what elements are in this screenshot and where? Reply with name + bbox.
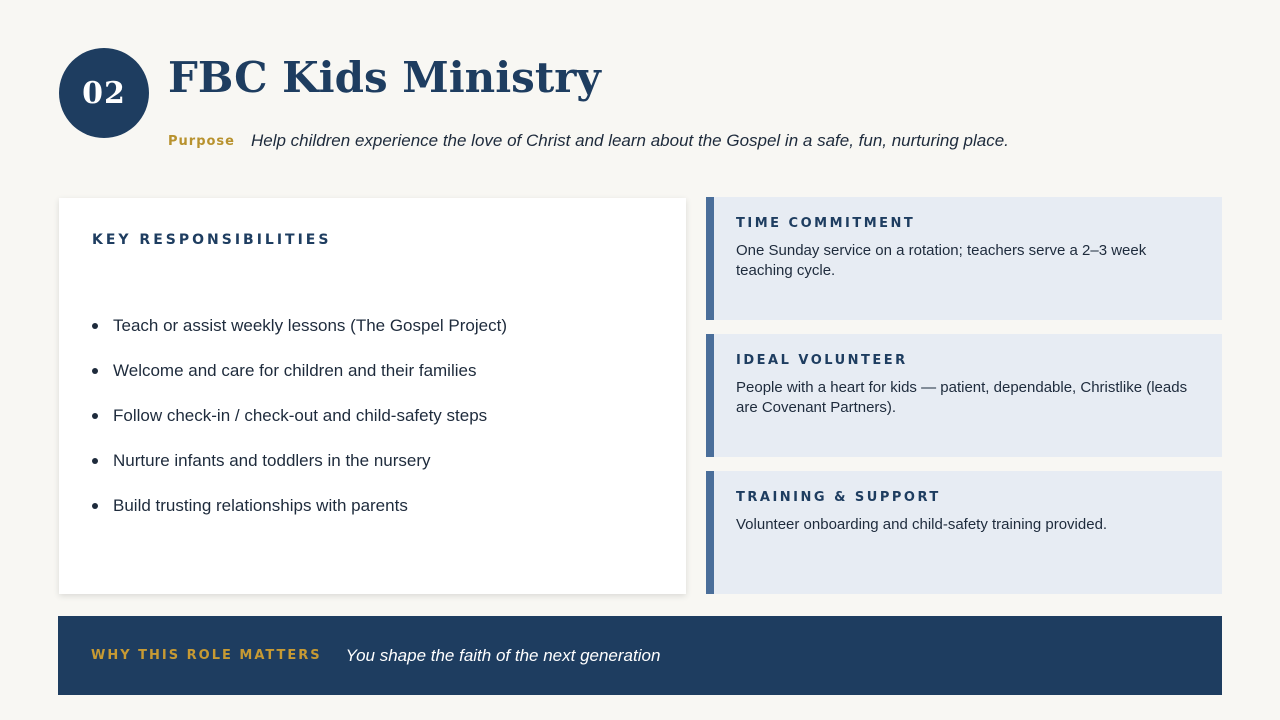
page-title: FBC Kids Ministry	[168, 53, 601, 102]
banner-text: You shape the faith of the next generation	[345, 645, 661, 665]
info-panel-title: TRAINING & SUPPORT	[736, 490, 941, 505]
list-item	[92, 356, 507, 386]
section-number-badge	[59, 48, 149, 138]
section-number: 02	[82, 75, 126, 111]
time-commitment-panel	[706, 197, 1222, 320]
list-item	[92, 446, 507, 476]
bullet-icon	[92, 323, 98, 329]
info-panel-title: IDEAL VOLUNTEER	[736, 353, 908, 368]
list-item-text: Teach or assist weekly lessons (The Gospel Project)	[113, 316, 507, 335]
responsibilities-card	[59, 198, 686, 594]
responsibilities-list	[92, 311, 507, 536]
bullet-icon	[92, 503, 98, 509]
training-support-panel	[706, 471, 1222, 594]
list-item-text: Build trusting relationships with parents	[113, 496, 408, 515]
responsibilities-heading: KEY RESPONSIBILITIES	[92, 232, 332, 248]
purpose-row	[168, 128, 1009, 154]
bullet-icon	[92, 368, 98, 374]
banner-label: WHY THIS ROLE MATTERS	[91, 648, 322, 663]
list-item-text: Welcome and care for children and their families	[113, 361, 477, 380]
info-panel-body: People with a heart for kids — patient, dependable, Christlike (leads are Covenant Partners).	[736, 379, 1188, 416]
list-item-text: Follow check-in / check-out and child-safety steps	[113, 406, 488, 425]
purpose-label: Purpose	[168, 133, 235, 149]
list-item	[92, 311, 507, 341]
bullet-icon	[92, 413, 98, 419]
purpose-text: Help children experience the love of Christ and learn about the Gospel in a safe, fun, nurturing place.	[251, 131, 1009, 150]
info-panel-title: TIME COMMITMENT	[736, 216, 916, 231]
list-item	[92, 401, 507, 431]
why-it-matters-banner	[58, 616, 1222, 695]
bullet-icon	[92, 458, 98, 464]
list-item-text: Nurture infants and toddlers in the nursery	[113, 451, 431, 470]
list-item	[92, 491, 507, 521]
info-panel-body: One Sunday service on a rotation; teachers serve a 2–3 week teaching cycle.	[736, 242, 1147, 279]
info-panel-body: Volunteer onboarding and child-safety training provided.	[736, 516, 1108, 533]
ideal-volunteer-panel	[706, 334, 1222, 457]
